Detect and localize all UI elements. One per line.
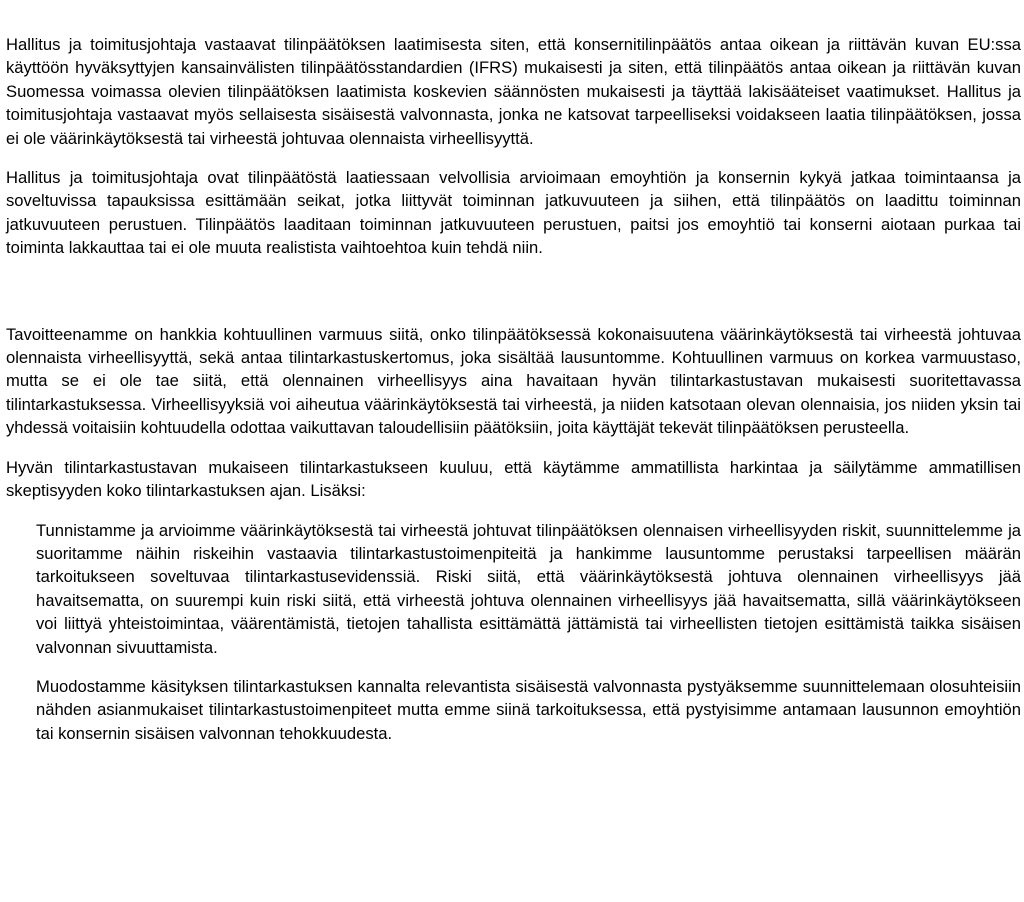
list-item: Tunnistamme ja arvioimme väärinkäytöksestä tai virheestä johtuvat tilinpäätöksen olennaisen virheellisyyden riskit, suunnittelemme ja suoritamme näihin riskeihin vastaavia tilintarkastustoimenpiteitä ja hankimme lausuntomme perustaksi tarpeellisen määrän tarkoitukseen soveltuvaa tilintarkastusevidenssiä. Riski siitä, että väärinkäytöksestä johtuva olennainen virheellisyys jää havaitsematta, on suurempi kuin riski siitä, että virheestä johtuva olennainen virheellisyys jää havaitsematta, sillä väärinkäytökseen voi liittyä yhteistoimintaa, väärentämistä, tietojen tahallista esittämättä jättämistä tai virheellisten tietojen esittämistä taikka sisäisen valvonnan sivuuttamista.: [36, 520, 1021, 657]
procedures-list: [36, 519, 1021, 746]
paragraph-going-concern: Hallitus ja toimitusjohtaja ovat tilinpäätöstä laatiessaan velvollisia arvioimaan emoyhtiön ja konsernin kykyä jatkaa toimintaansa ja soveltuvissa tapauksissa esittämään seikat, jotka liittyvät toiminnan jatkuvuuteen ja siihen, että tilinpäätös on laadittu toiminnan jatkuvuuteen perustuen. Tilinpäätös laaditaan toiminnan jatkuvuuteen perustuen, paitsi jos emoyhtiö tai konserni aiotaan purkaa tai toiminta lakkauttaa tai ei ole muuta realistista vaihtoehtoa kuin tehdä niin.: [6, 168, 1021, 258]
list-item: Muodostamme käsityksen tilintarkastuksen kannalta relevantista sisäisestä valvonnasta pystyäksemme suunnittelemaan olosuhteisiin nähden asianmukaiset tilintarkastustoimenpiteet mutta emme siinä tarkoituksessa, että pystyisimme antamaan lausunnon emoyhtiön tai konsernin sisäisen valvonnan tehokkuudesta.: [36, 676, 1021, 743]
paragraph-audit-objective: Tavoitteenamme on hankkia kohtuullinen varmuus siitä, onko tilinpäätöksessä kokonaisuutena väärinkäytöksestä tai virheestä johtuvaa olennaista virheellisyyttä, sekä antaa tilintarkastuskertomus, joka sisältää lausuntomme. Kohtuullinen varmuus on korkea varmuustaso, mutta se ei ole tae siitä, että olennainen virheellisyys aina havaitaan hyvän tilintarkastustavan mukaisesti suoritettavassa tilintarkastuksessa. Virheellisyyksiä voi aiheutua väärinkäytöksestä tai virheestä, ja niiden katsotaan olevan olennaisia, jos niiden yksin tai yhdessä voitaisiin kohtuudella odottaa vaikuttavan taloudellisiin päätöksiin, joita käyttäjät tekevät tilinpäätöksen perusteella.: [6, 324, 1021, 438]
document-page: [6, 33, 1021, 745]
paragraph-management-responsibility: Hallitus ja toimitusjohtaja vastaavat tilinpäätöksen laatimisesta siten, että konsernitilinpäätös antaa oikean ja riittävän kuvan EU:ssa käyttöön hyväksyttyjen kansainvälisten tilinpäätösstandardien (IFRS) mukaisesti ja siten, että tilinpäätös antaa oikean ja riittävän kuvan Suomessa voimassa olevien tilinpäätöksen laatimista koskevien säännösten mukaisesti ja täyttää lakisääteiset vaatimukset. Hallitus ja toimitusjohtaja vastaavat myös sellaisesta sisäisestä valvonnasta, jonka ne katsovat tarpeelliseksi voidakseen laatia tilinpäätöksen, jossa ei ole väärinkäytöksestä tai virheestä johtuvaa olennaista virheellisyyttä.: [6, 35, 1021, 148]
paragraph-professional-judgement: Hyvän tilintarkastustavan mukaiseen tilintarkastukseen kuuluu, että käytämme ammatillista harkintaa ja säilytämme ammatillisen skeptisyyden koko tilintarkastuksen ajan. Lisäksi:: [6, 457, 1021, 501]
